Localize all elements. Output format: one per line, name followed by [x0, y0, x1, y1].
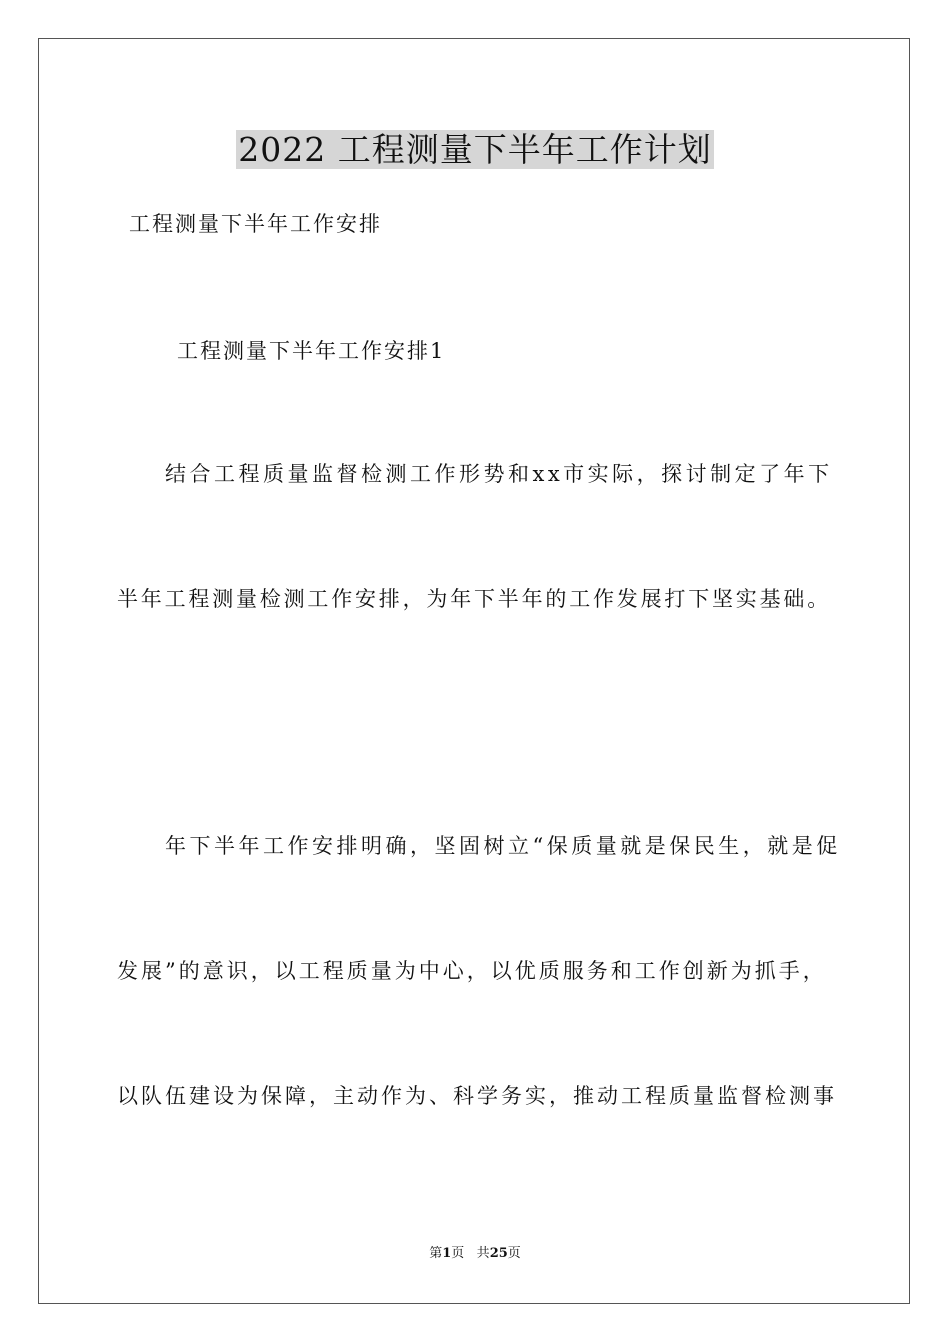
page-number: 1: [442, 1246, 452, 1261]
total-pages: 25: [489, 1246, 508, 1261]
page-suffix: 页: [451, 1246, 465, 1261]
document-title-text: 2022 工程测量下半年工作计划: [238, 130, 712, 169]
section-heading: 工程测量下半年工作安排1: [177, 339, 446, 363]
total-suffix: 页: [507, 1246, 521, 1261]
total-prefix: 共: [476, 1246, 490, 1261]
paragraph-line: 以队伍建设为保障，主动作为、科学务实，推动工程质量监督检测事: [117, 1084, 837, 1108]
paragraph-line: 发展”的意识，以工程质量为中心，以优质服务和工作创新为抓手，: [117, 959, 827, 983]
page-prefix: 第: [429, 1246, 443, 1261]
subtitle-line: 工程测量下半年工作安排: [129, 212, 382, 236]
paragraph-line: 年下半年工作安排明确，坚固树立“保质量就是保民生，就是促: [165, 834, 841, 858]
document-title: [0, 128, 950, 172]
paragraph-line: 结合工程质量监督检测工作形势和xx市实际，探讨制定了年下: [165, 462, 833, 486]
paragraph-line: 半年工程测量检测工作安排，为年下半年的工作发展打下坚实基础。: [117, 587, 831, 611]
page-footer: [0, 1245, 950, 1263]
